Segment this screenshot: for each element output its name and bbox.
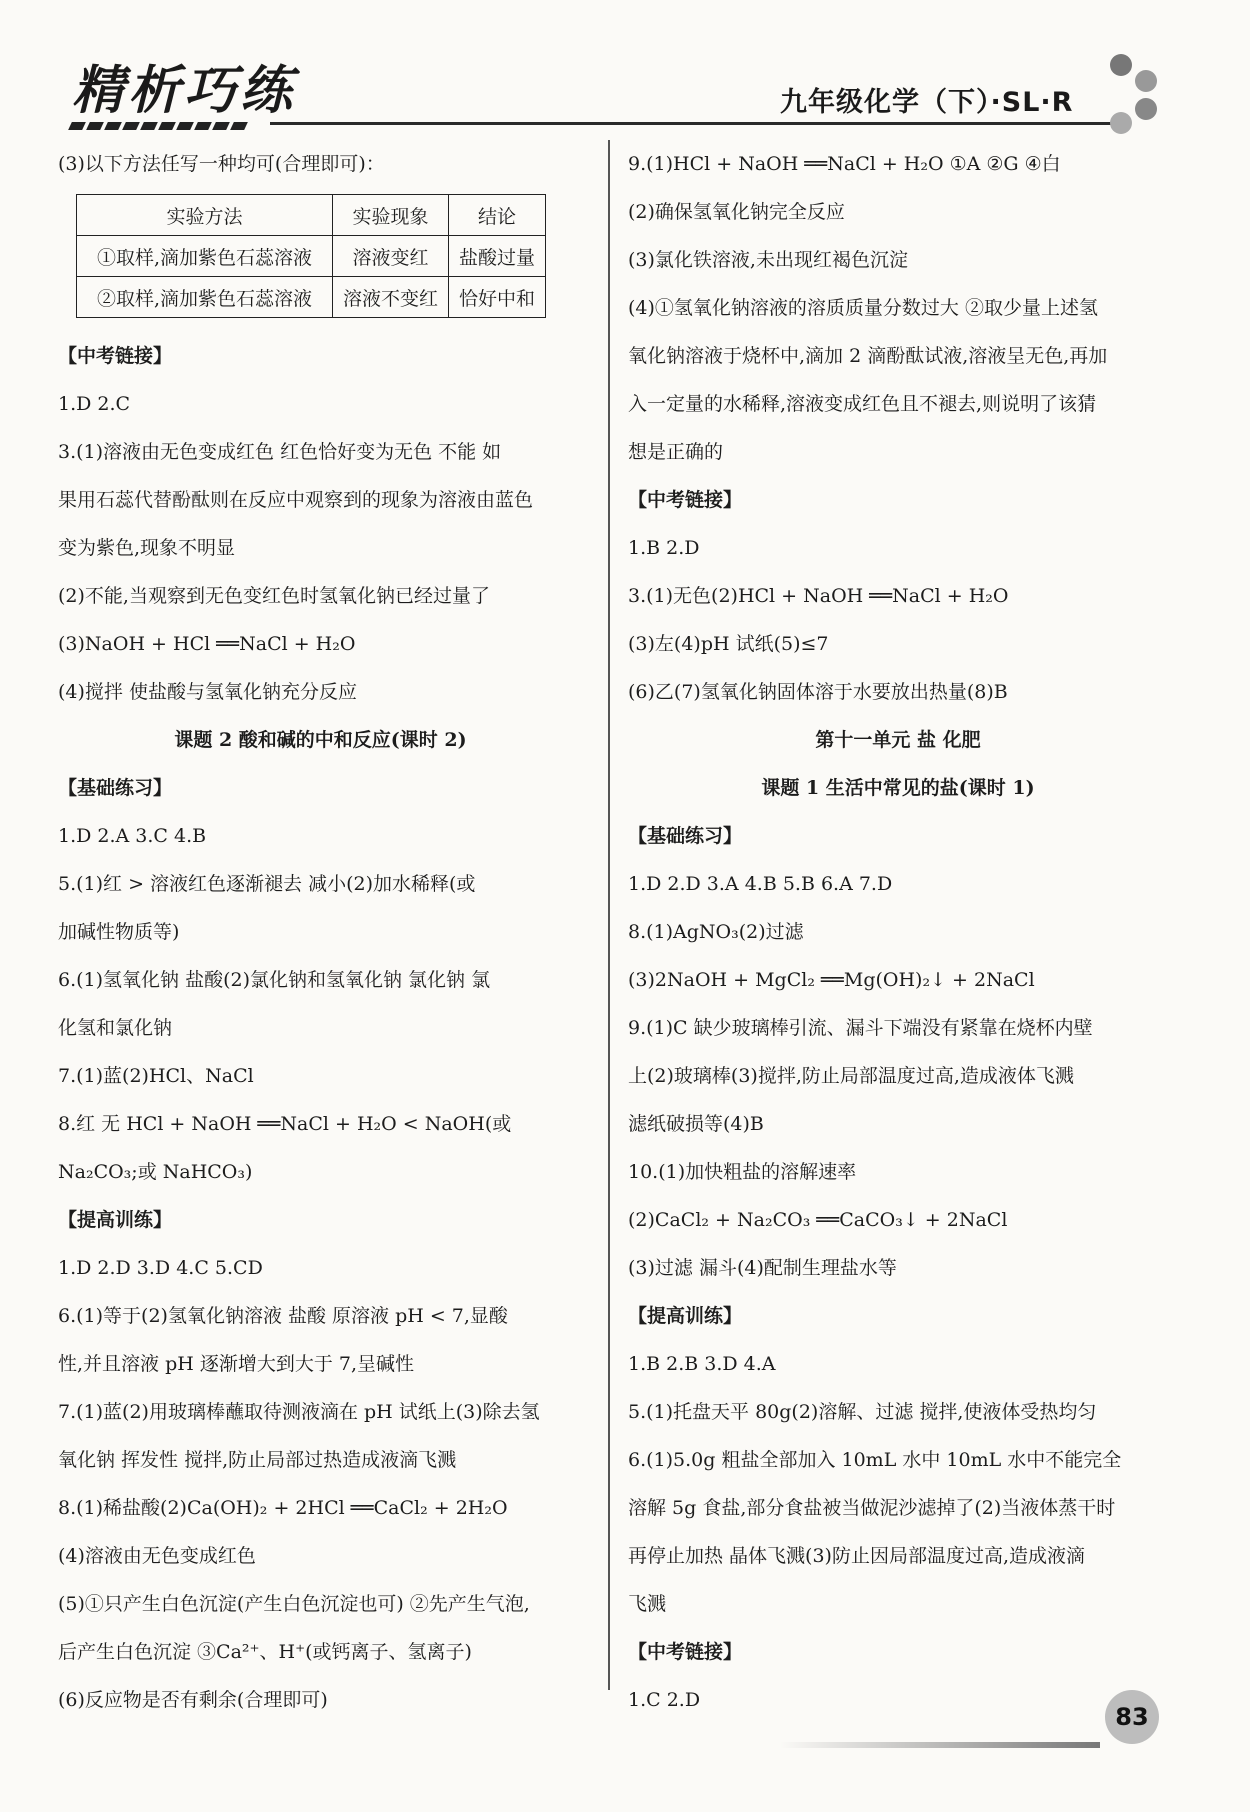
course-title: 九年级化学（下）·SL·R: [780, 87, 1074, 118]
hexagon-icon: [1135, 70, 1157, 92]
text-line: 3.(1)溶液由无色变成红色 红色恰好变为无色 不能 如: [58, 441, 502, 463]
text-line: (2)不能,当观察到无色变红色时氢氧化钠已经过量了: [58, 585, 490, 607]
section-heading: 【中考链接】: [58, 345, 173, 367]
table-row: [77, 236, 546, 277]
header-rule: [270, 122, 1130, 125]
section-heading: 【基础练习】: [58, 777, 173, 799]
text-line: 化氢和氯化钠: [58, 1017, 173, 1039]
text-line: 果用石蕊代替酚酞则在反应中观察到的现象为溶液由蓝色: [58, 489, 534, 511]
text-line: 7.(1)蓝(2)HCl、NaCl: [58, 1065, 254, 1087]
text-line: 1.C 2.D: [628, 1689, 701, 1711]
text-line: 氧化钠 挥发性 搅拌,防止局部过热造成液滴飞溅: [58, 1449, 457, 1471]
unit-title: 第十一单元 盐 化肥: [815, 729, 981, 751]
text-line: 1.D 2.C: [58, 393, 131, 415]
text-line: 1.D 2.D 3.A 4.B 5.B 6.A 7.D: [628, 873, 893, 895]
text-line: 8.(1)AgNO₃(2)过滤: [628, 921, 804, 943]
text-line: 1.D 2.D 3.D 4.C 5.CD: [58, 1257, 263, 1279]
page-number: 83: [1105, 1690, 1159, 1744]
text-line: 再停止加热 晶体飞溅(3)防止因局部温度过高,造成液滴: [628, 1545, 1085, 1567]
text-line: 5.(1)托盘天平 80g(2)溶解、过滤 搅拌,使液体受热均匀: [628, 1401, 1097, 1423]
hexagon-icon: [1135, 98, 1157, 120]
text-line: (3)左(4)pH 试纸(5)≤7: [628, 633, 829, 655]
text-line: (4)溶液由无色变成红色: [58, 1545, 256, 1567]
text-line: (3)NaOH + HCl ══NaCl + H₂O: [58, 633, 356, 655]
hexagon-icon: [1110, 112, 1132, 134]
text-line: 9.(1)HCl + NaOH ══NaCl + H₂O ①A ②G ④白: [628, 153, 1061, 175]
experiment-table: [76, 194, 546, 318]
text-line: 性,并且溶液 pH 逐渐增大到大于 7,呈碱性: [58, 1353, 415, 1375]
page-footer: [0, 1660, 1250, 1810]
text-line: (5)①只产生白色沉淀(产生白色沉淀也可) ②先产生气泡,: [58, 1593, 530, 1615]
column-divider: [608, 140, 610, 1690]
text-line: 溶解 5g 食盐,部分食盐被当做泥沙滤掉了(2)当液体蒸干时: [628, 1497, 1116, 1519]
text-line: 6.(1)等于(2)氢氧化钠溶液 盐酸 原溶液 pH < 7,显酸: [58, 1305, 508, 1327]
text-line: 上(2)玻璃棒(3)搅拌,防止局部温度过高,造成液体飞溅: [628, 1065, 1074, 1087]
left-column: [58, 140, 583, 1724]
text-line: 5.(1)红 > 溶液红色逐渐褪去 减小(2)加水稀释(或: [58, 873, 476, 895]
text-line: 1.B 2.B 3.D 4.A: [628, 1353, 776, 1375]
text-line: (4)①氢氧化钠溶液的溶质质量分数过大 ②取少量上述氢: [628, 297, 1098, 319]
table-cell: 溶液变红: [333, 236, 449, 277]
text-line: (3)氯化铁溶液,未出现红褐色沉淀: [628, 249, 908, 271]
text-line: (6)乙(7)氢氧化钠固体溶于水要放出热量(8)B: [628, 681, 1008, 703]
right-column: [628, 140, 1168, 1724]
section-heading: 【中考链接】: [628, 1641, 743, 1663]
lesson-title: 课题 2 酸和碱的中和反应(课时 2): [174, 729, 467, 751]
page-header: [0, 0, 1250, 135]
table-cell: 溶液不变红: [333, 277, 449, 318]
brand-title: 精析巧练: [72, 61, 297, 121]
text-line: 9.(1)C 缺少玻璃棒引流、漏斗下端没有紧靠在烧杯内壁: [628, 1017, 1093, 1039]
lesson-title: 课题 1 生活中常见的盐(课时 1): [761, 777, 1035, 799]
text-line: 8.(1)稀盐酸(2)Ca(OH)₂ + 2HCl ══CaCl₂ + 2H₂O: [58, 1497, 508, 1519]
table-header-row: [77, 195, 546, 236]
section-heading: 【基础练习】: [628, 825, 743, 847]
table-cell: ②取样,滴加紫色石蕊溶液: [77, 277, 333, 318]
text-line: 1.B 2.D: [628, 537, 700, 559]
text-line: (6)反应物是否有剩余(合理即可): [58, 1689, 328, 1711]
text-line: (2)CaCl₂ + Na₂CO₃ ══CaCO₃↓ + 2NaCl: [628, 1209, 1008, 1231]
text-line: 氧化钠溶液于烧杯中,滴加 2 滴酚酞试液,溶液呈无色,再加: [628, 345, 1108, 367]
table-row: [77, 277, 546, 318]
text-line: (3)以下方法任写一种均可(合理即可)：: [58, 153, 385, 175]
section-heading: 【提高训练】: [58, 1209, 173, 1231]
text-line: 10.(1)加快粗盐的溶解速率: [628, 1161, 857, 1183]
text-line: 入一定量的水稀释,溶液变成红色且不褪去,则说明了该猜: [628, 393, 1097, 415]
text-line: 变为紫色,现象不明显: [58, 537, 236, 559]
text-line: (3)过滤 漏斗(4)配制生理盐水等: [628, 1257, 897, 1279]
table-header: 实验方法: [77, 195, 333, 236]
table-cell: ①取样,滴加紫色石蕊溶液: [77, 236, 333, 277]
text-line: 加碱性物质等): [58, 921, 180, 943]
table-cell: 盐酸过量: [449, 236, 546, 277]
brand-underline: [70, 115, 270, 125]
text-line: Na₂CO₃;或 NaHCO₃): [58, 1161, 253, 1183]
text-line: (4)搅拌 使盐酸与氢氧化钠充分反应: [58, 681, 357, 703]
text-line: 飞溅: [628, 1593, 667, 1615]
text-line: 后产生白色沉淀 ③Ca²⁺、H⁺(或钙离子、氢离子): [58, 1641, 472, 1663]
section-heading: 【中考链接】: [628, 489, 743, 511]
text-line: 想是正确的: [628, 441, 724, 463]
text-line: 7.(1)蓝(2)用玻璃棒蘸取待测液滴在 pH 试纸上(3)除去氢: [58, 1401, 540, 1423]
text-line: 8.红 无 HCl + NaOH ══NaCl + H₂O < NaOH(或: [58, 1113, 512, 1135]
text-line: 1.D 2.A 3.C 4.B: [58, 825, 207, 847]
text-line: 6.(1)5.0g 粗盐全部加入 10mL 水中 10mL 水中不能完全: [628, 1449, 1122, 1471]
text-line: 滤纸破损等(4)B: [628, 1113, 764, 1135]
table-header: 结论: [449, 195, 546, 236]
text-line: (3)2NaOH + MgCl₂ ══Mg(OH)₂↓ + 2NaCl: [628, 969, 1035, 991]
table-cell: 恰好中和: [449, 277, 546, 318]
section-heading: 【提高训练】: [628, 1305, 743, 1327]
text-line: 6.(1)氢氧化钠 盐酸(2)氯化钠和氢氧化钠 氯化钠 氯: [58, 969, 491, 991]
footer-swoosh: [780, 1742, 1100, 1748]
table-header: 实验现象: [333, 195, 449, 236]
text-line: (2)确保氢氧化钠完全反应: [628, 201, 845, 223]
hexagon-icon: [1110, 54, 1132, 76]
text-line: 3.(1)无色(2)HCl + NaOH ══NaCl + H₂O: [628, 585, 1009, 607]
